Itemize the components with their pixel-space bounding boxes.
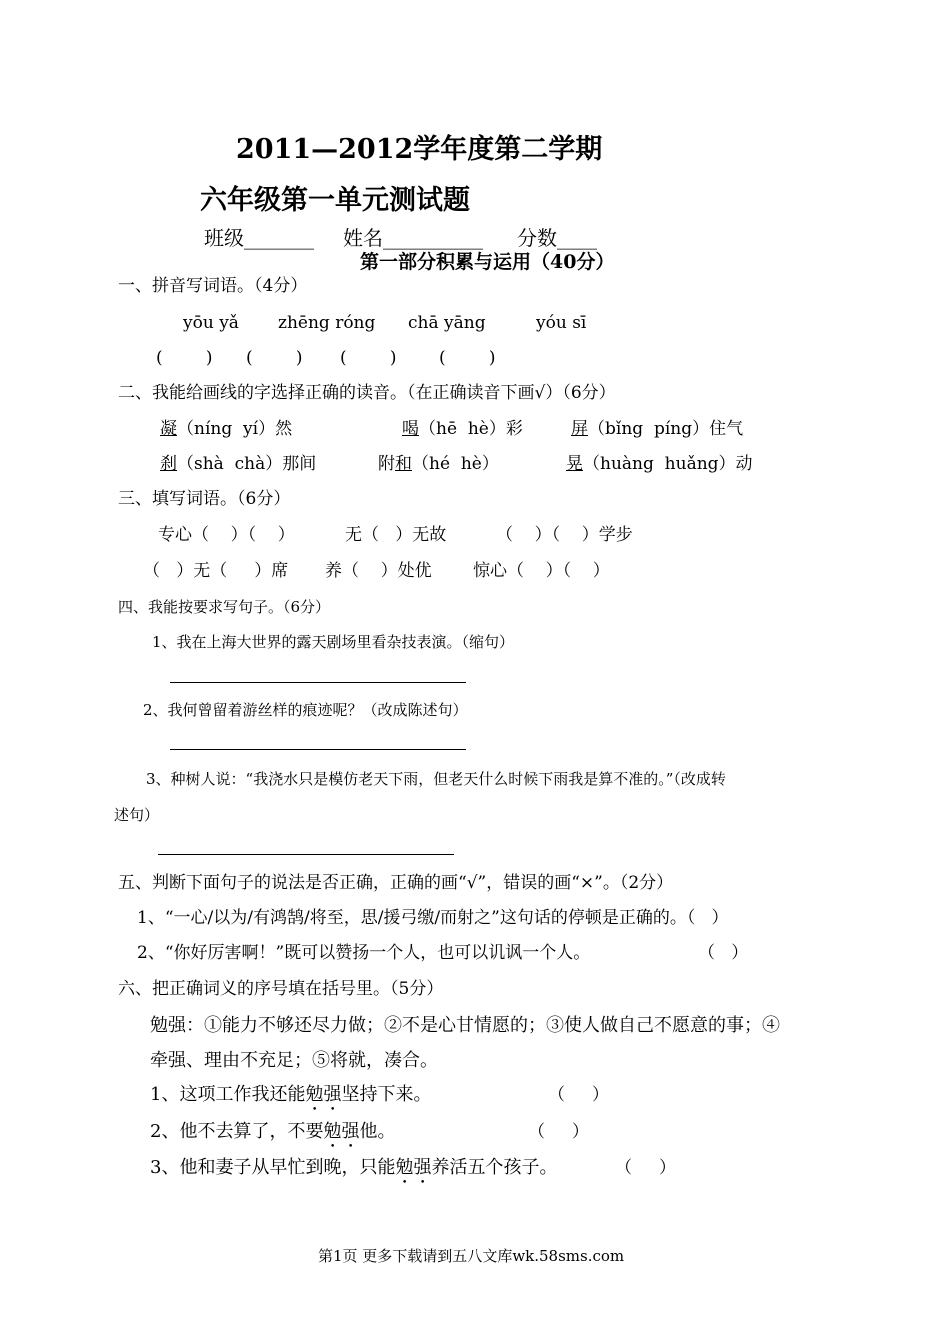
q2-char: 喝: [402, 419, 419, 439]
q6-definition-1: 勉强：①能力不够还尽力做；②不是心甘情愿的；③使人做自己不愿意的事；④: [150, 1015, 780, 1036]
q2-item-1: [160, 418, 292, 440]
q3-blank-3[interactable]: （ ）（ ）学步: [496, 525, 633, 545]
q1-pinyin-3: chā yāng: [408, 313, 486, 333]
q2-item-3: [571, 418, 743, 440]
q2-suffix: 住气: [709, 419, 744, 439]
q1-pinyin-1: yōu yǎ: [183, 313, 239, 333]
q6-text: 他。: [359, 1121, 396, 1142]
name-label: 姓名__________: [343, 226, 483, 250]
q3-blank-5[interactable]: 养（ ）处优: [325, 561, 432, 581]
q5-statement-2: 2、“你好厉害啊！”既可以赞扬一个人，也可以讥讽一个人。: [137, 943, 591, 963]
q2-reading-choice[interactable]: （huàng huǎng）: [583, 454, 736, 474]
q4-sentence-2: 2、我何曾留着游丝样的痕迹呢？（改成陈述句）: [143, 701, 468, 719]
q2-reading-choice[interactable]: （níng yí）: [177, 419, 276, 439]
q2-reading-choice[interactable]: （hē hè）: [419, 419, 506, 439]
q3-blank-6[interactable]: 惊心（ ）（ ）: [473, 561, 610, 581]
q5-statement-1[interactable]: 1、“一心/以为/有鸿鹄/将至，思/援弓缴/而射之”这句话的停顿是正确的。（ ）: [137, 908, 729, 928]
q1-pinyin-4: yóu sī: [536, 313, 587, 333]
q2-item-4: [160, 453, 316, 475]
q6-keyword: 勉强: [305, 1084, 342, 1105]
q4-title: 四、我能按要求写句子。（6分）: [118, 598, 331, 616]
q3-blank-4[interactable]: （ ）无（ ）席: [143, 561, 289, 581]
q6-keyword: 勉强: [323, 1121, 360, 1142]
page-footer: 第1页 更多下载请到五八文库wk.58sms.com: [318, 1247, 625, 1265]
q6-answer-3[interactable]: （ ）: [615, 1158, 677, 1178]
q2-char: 刹: [160, 454, 177, 474]
q2-reading-choice[interactable]: （bǐng píng）: [588, 419, 710, 439]
q2-title: 二、我能给画线的字选择正确的读音。（在正确读音下画√）（6分）: [118, 383, 616, 403]
exam-title: 六年级第一单元测试题: [200, 185, 470, 216]
score-label: 分数____: [517, 226, 597, 250]
q2-item-2: [402, 418, 523, 440]
q2-suffix: 彩: [505, 419, 523, 439]
q2-suffix: 那间: [282, 454, 317, 474]
q4-sentence-3a: 3、种树人说：“我浇水只是模仿老天下雨，但老天什么时候下雨我是算不准的。”（改成转: [146, 770, 726, 788]
q6-definition-2: 牵强、理由不充足；⑤将就，凑合。: [150, 1050, 438, 1071]
q5-title: 五、判断下面句子的说法是否正确，正确的画“√”，错误的画“×”。（2分）: [118, 873, 674, 893]
q6-text: 坚持下来。: [341, 1084, 432, 1105]
q2-reading-choice[interactable]: （hé hè）: [412, 454, 499, 474]
q1-answer-2[interactable]: ( ): [246, 348, 303, 368]
q2-item-6: [566, 453, 753, 475]
q2-char: 和: [395, 454, 412, 474]
q6-item-2: [150, 1121, 395, 1152]
q4-answer-line-1[interactable]: [170, 682, 466, 683]
q6-title: 六、把正确词义的序号填在括号里。（5分）: [118, 979, 444, 999]
part1-heading: 第一部分积累与运用（40分）: [360, 251, 615, 273]
q2-prefix: 附: [378, 454, 395, 474]
q6-item-3: [150, 1157, 557, 1188]
q2-char: 屏: [571, 419, 588, 439]
q4-sentence-1: 1、我在上海大世界的露天剧场里看杂技表演。（缩句）: [152, 633, 515, 651]
q6-text: 养活五个孩子。: [431, 1157, 558, 1178]
q3-title: 三、填写词语。（6分）: [118, 489, 291, 509]
q1-answer-4[interactable]: ( ): [439, 348, 496, 368]
q4-sentence-3b: 述句）: [114, 806, 160, 824]
q6-answer-1[interactable]: （ ）: [548, 1085, 610, 1105]
q2-suffix: 动: [735, 454, 753, 474]
q2-reading-choice[interactable]: （shà chà）: [177, 454, 283, 474]
exam-year-title: 2011—2012学年度第二学期: [236, 134, 603, 165]
q5-answer-2[interactable]: （ ）: [698, 943, 749, 963]
q4-answer-line-3[interactable]: [158, 854, 454, 855]
q6-keyword: 勉强: [395, 1157, 432, 1178]
q2-char: 晃: [566, 454, 583, 474]
q3-blank-2[interactable]: 无（ ）无故: [345, 525, 447, 545]
q1-pinyin-2: zhēng róng: [278, 313, 376, 333]
q2-item-5: [378, 453, 499, 475]
class-label: 班级_______: [204, 226, 314, 250]
q1-answer-1[interactable]: ( ): [156, 348, 213, 368]
q6-text: 1、这项工作我还能: [150, 1084, 306, 1105]
q6-answer-2[interactable]: （ ）: [528, 1122, 590, 1142]
q1-title: 一、拼音写词语。（4分）: [118, 276, 308, 296]
q3-blank-1[interactable]: 专心（ ）（ ）: [158, 525, 295, 545]
q1-answer-3[interactable]: ( ): [340, 348, 397, 368]
q6-text: 2、他不去算了，不要: [150, 1121, 324, 1142]
q6-text: 3、他和妻子从早忙到晚，只能: [150, 1157, 396, 1178]
q2-char: 凝: [160, 419, 177, 439]
q6-item-1: [150, 1084, 431, 1115]
q4-answer-line-2[interactable]: [170, 749, 466, 750]
q2-suffix: 然: [275, 419, 293, 439]
